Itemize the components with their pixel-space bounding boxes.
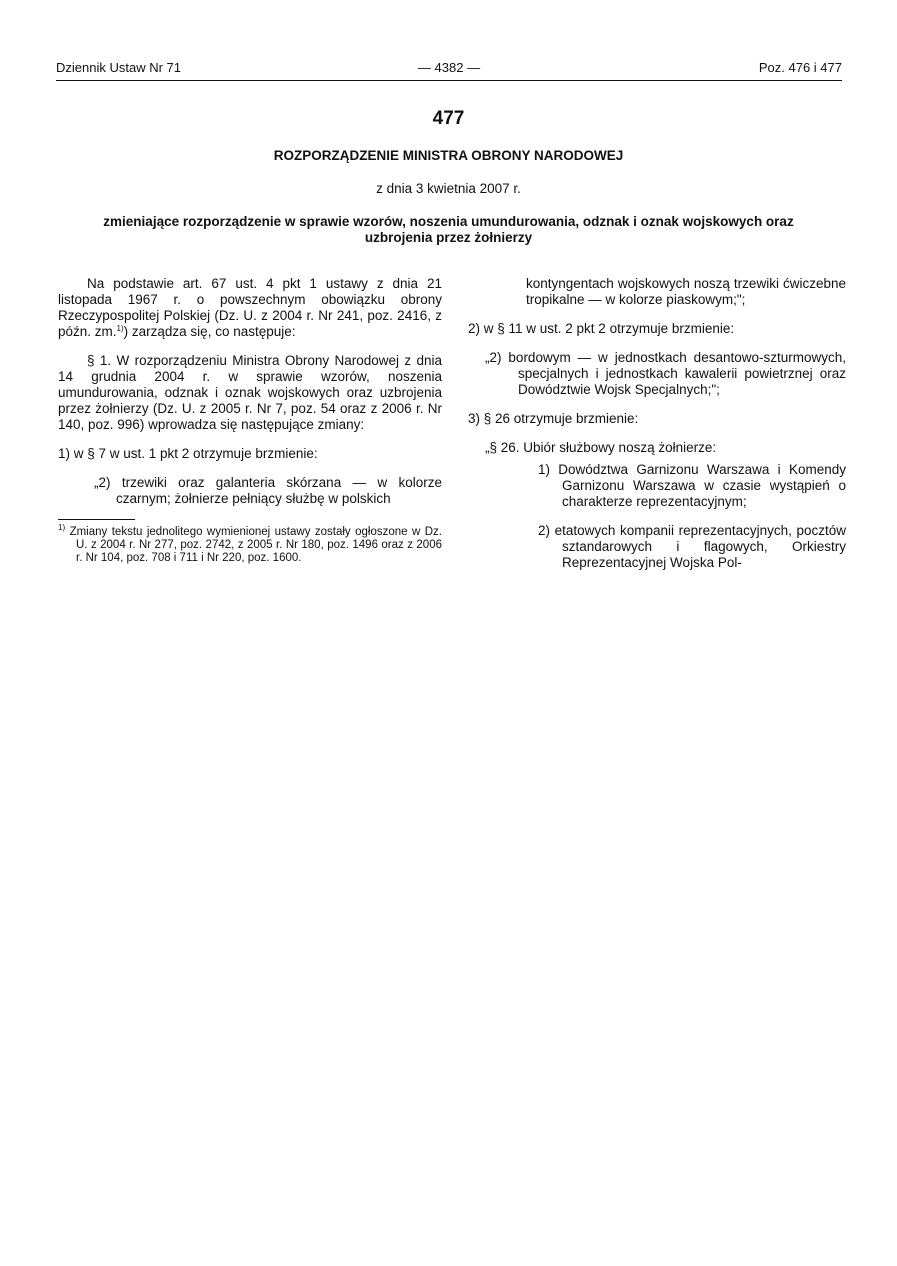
document-number: 477 (432, 108, 465, 129)
amendment-item-2-quote: „2) bordowym — w jednostkach desantowo-szturmowych, specjalnych i jednostkach kawalerii powietrznej oraz Dowództwie Wojsk Specjalnych;"; (485, 350, 846, 397)
footnote-ref: 1) (116, 324, 124, 333)
right-column (468, 276, 846, 571)
amendment-item-1-quote-continued: kontyngentach wojskowych noszą trzewiki ćwiczebne tropikalne — w kolorze piaskowym;"; (526, 276, 846, 307)
amendment-item-2: 2) w § 11 w ust. 2 pkt 2 otrzymuje brzmienie: (468, 321, 735, 336)
footnote-divider (58, 519, 135, 520)
legal-basis-paragraph: Na podstawie art. 67 ust. 4 pkt 1 ustawy z dnia 21 listopada 1967 r. o powszechnym obowiązku obrony Rzeczypospolitej Polskiej (Dz. U. z 2004 r. Nr 241, poz. 2416, z późn. zm.$^{1)}$) zarządza się, co następuje: (58, 276, 442, 339)
left-column (58, 276, 442, 565)
section-1-paragraph: § 1. W rozporządzeniu Ministra Obrony Narodowej z dnia 14 grudnia 2004 r. w sprawie wzorów, noszenia umundurowania, odznak i oznak wojskowych oraz uzbrojenia przez żołnierzy (Dz. U. z 2005 r. Nr 7, poz. 54 oraz z 2006 r. Nr 140, poz. 996) wprowadza się następujące zmiany: (58, 353, 442, 432)
header-divider (56, 80, 842, 81)
document-date: z dnia 3 kwietnia 2007 r. (376, 181, 521, 196)
position-ref: Poz. 476 i 477 (758, 60, 842, 75)
footnote: $^{1)}$ Zmiany tekstu jednolitego wymienionej ustawy zostały ogłoszone w Dz. U. z 2004 r. Nr 277, poz. 2742, z 2005 r. Nr 180, poz. 1496 oraz z 2006 r. Nr 104, poz. 708 i 711 i Nr 220, poz. 1600. (58, 523, 442, 564)
amendment-item-3-quote: „§ 26. Ubiór służbowy noszą żołnierze: (485, 440, 717, 455)
document-subtitle: zmieniające rozporządzenie w sprawie wzorów, noszenia umundurowania, odznak i oznak wojskowych oraz uzbrojenia przez żołnierzy (103, 214, 794, 245)
document-title: ROZPORZĄDZENIE MINISTRA OBRONY NARODOWEJ (273, 148, 624, 163)
amendment-item-3-sub-2: 2) etatowych kompanii reprezentacyjnych, pocztów sztandarowych i flagowych, Orkiestry Reprezentacyjnej Wojska Pol- (538, 523, 846, 570)
footnote-marker: 1) (58, 523, 66, 532)
amendment-item-1-quote: „2) trzewiki oraz galanteria skórzana — w kolorze czarnym; żołnierze pełniący służbę w polskich (94, 475, 442, 506)
amendment-item-1: 1) w § 7 w ust. 1 pkt 2 otrzymuje brzmienie: (58, 446, 318, 461)
amendment-item-3-sub-1: 1) Dowództwa Garnizonu Warszawa i Komendy Garnizonu Warszawa w czasie wystąpień o charakterze reprezentacyjnym; (538, 462, 846, 509)
page-number: — 4382 — (417, 60, 481, 75)
amendment-item-3: 3) § 26 otrzymuje brzmienie: (468, 411, 639, 426)
journal-name: Dziennik Ustaw Nr 71 (56, 60, 181, 75)
page-header (56, 60, 842, 80)
